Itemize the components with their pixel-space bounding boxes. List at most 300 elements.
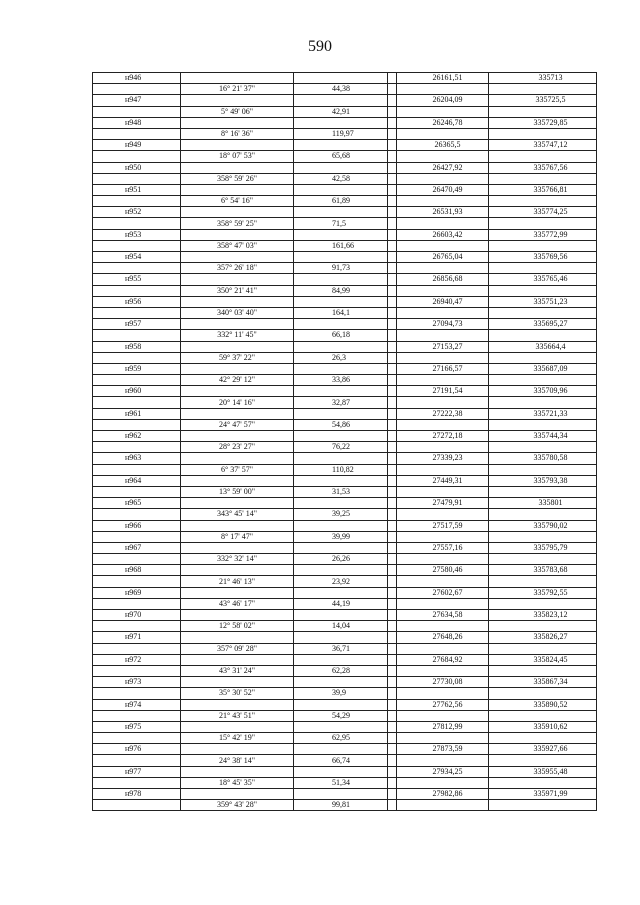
empty-cell bbox=[181, 296, 294, 307]
y-coordinate-cell: 335826,27 bbox=[489, 632, 597, 643]
y-coordinate-cell: 335774,25 bbox=[489, 207, 597, 218]
empty-cell bbox=[93, 621, 181, 632]
direction-angle-cell: 358° 47' 03" bbox=[181, 240, 294, 251]
empty-cell bbox=[93, 173, 181, 184]
empty-cell bbox=[397, 598, 489, 609]
segment-row bbox=[93, 375, 597, 386]
segment-row bbox=[93, 665, 597, 676]
direction-angle-cell: 358° 59' 25" bbox=[181, 218, 294, 229]
distance-cell: 71,5 bbox=[294, 218, 388, 229]
y-coordinate-cell: 335971,99 bbox=[489, 789, 597, 800]
empty-cell bbox=[397, 397, 489, 408]
empty-cell bbox=[397, 240, 489, 251]
empty-cell bbox=[489, 442, 597, 453]
y-coordinate-cell: 335780,58 bbox=[489, 453, 597, 464]
empty-cell bbox=[388, 128, 397, 139]
x-coordinate-cell: 27517,59 bbox=[397, 520, 489, 531]
empty-cell bbox=[294, 341, 388, 352]
direction-angle-cell: 15° 42' 19" bbox=[181, 733, 294, 744]
direction-angle-cell: 343° 45' 14" bbox=[181, 509, 294, 520]
x-coordinate-cell: 27222,38 bbox=[397, 408, 489, 419]
empty-cell bbox=[388, 431, 397, 442]
empty-cell bbox=[181, 117, 294, 128]
y-coordinate-cell: 335713 bbox=[489, 73, 597, 84]
point-name-cell: н957 bbox=[93, 319, 181, 330]
empty-cell bbox=[489, 531, 597, 542]
y-coordinate-cell: 335769,56 bbox=[489, 252, 597, 263]
point-row bbox=[93, 766, 597, 777]
empty-cell bbox=[388, 565, 397, 576]
empty-cell bbox=[294, 229, 388, 240]
empty-cell bbox=[388, 363, 397, 374]
empty-cell bbox=[294, 274, 388, 285]
segment-row bbox=[93, 643, 597, 654]
segment-row bbox=[93, 688, 597, 699]
segment-row bbox=[93, 621, 597, 632]
empty-cell bbox=[388, 375, 397, 386]
x-coordinate-cell: 27580,46 bbox=[397, 565, 489, 576]
empty-cell bbox=[388, 576, 397, 587]
empty-cell bbox=[397, 509, 489, 520]
point-name-cell: н954 bbox=[93, 252, 181, 263]
empty-cell bbox=[397, 733, 489, 744]
empty-cell bbox=[294, 363, 388, 374]
empty-cell bbox=[93, 128, 181, 139]
empty-cell bbox=[93, 330, 181, 341]
x-coordinate-cell: 27191,54 bbox=[397, 386, 489, 397]
point-name-cell: н970 bbox=[93, 610, 181, 621]
x-coordinate-cell: 26603,42 bbox=[397, 229, 489, 240]
x-coordinate-cell: 27934,25 bbox=[397, 766, 489, 777]
point-row bbox=[93, 252, 597, 263]
empty-cell bbox=[388, 184, 397, 195]
empty-cell bbox=[93, 576, 181, 587]
distance-cell: 39,9 bbox=[294, 688, 388, 699]
empty-cell bbox=[397, 643, 489, 654]
empty-cell bbox=[489, 755, 597, 766]
empty-cell bbox=[489, 196, 597, 207]
segment-row bbox=[93, 442, 597, 453]
empty-cell bbox=[181, 654, 294, 665]
segment-row bbox=[93, 285, 597, 296]
empty-cell bbox=[388, 654, 397, 665]
y-coordinate-cell: 335747,12 bbox=[489, 140, 597, 151]
segment-row bbox=[93, 330, 597, 341]
x-coordinate-cell: 27982,86 bbox=[397, 789, 489, 800]
empty-cell bbox=[388, 442, 397, 453]
empty-cell bbox=[388, 274, 397, 285]
empty-cell bbox=[181, 453, 294, 464]
direction-angle-cell: 12° 58' 02" bbox=[181, 621, 294, 632]
empty-cell bbox=[181, 252, 294, 263]
empty-cell bbox=[388, 106, 397, 117]
y-coordinate-cell: 335765,46 bbox=[489, 274, 597, 285]
point-row bbox=[93, 632, 597, 643]
direction-angle-cell: 18° 07' 53" bbox=[181, 151, 294, 162]
empty-cell bbox=[181, 341, 294, 352]
empty-cell bbox=[397, 486, 489, 497]
empty-cell bbox=[489, 598, 597, 609]
direction-angle-cell: 340° 03' 40" bbox=[181, 307, 294, 318]
empty-cell bbox=[489, 263, 597, 274]
distance-cell: 26,26 bbox=[294, 554, 388, 565]
y-coordinate-cell: 335793,38 bbox=[489, 475, 597, 486]
segment-row bbox=[93, 128, 597, 139]
segment-row bbox=[93, 755, 597, 766]
segment-row bbox=[93, 531, 597, 542]
y-coordinate-cell: 335801 bbox=[489, 498, 597, 509]
distance-cell: 99,81 bbox=[294, 800, 388, 811]
point-row bbox=[93, 610, 597, 621]
direction-angle-cell: 332° 11' 45" bbox=[181, 330, 294, 341]
distance-cell: 66,74 bbox=[294, 755, 388, 766]
y-coordinate-cell: 335927,66 bbox=[489, 744, 597, 755]
empty-cell bbox=[489, 151, 597, 162]
x-coordinate-cell: 27449,31 bbox=[397, 475, 489, 486]
empty-cell bbox=[181, 431, 294, 442]
empty-cell bbox=[388, 509, 397, 520]
point-row bbox=[93, 229, 597, 240]
empty-cell bbox=[388, 252, 397, 263]
segment-row bbox=[93, 397, 597, 408]
empty-cell bbox=[489, 419, 597, 430]
empty-cell bbox=[388, 486, 397, 497]
empty-cell bbox=[388, 542, 397, 553]
point-row bbox=[93, 431, 597, 442]
distance-cell: 39,25 bbox=[294, 509, 388, 520]
direction-angle-cell: 24° 38' 14" bbox=[181, 755, 294, 766]
x-coordinate-cell: 27094,73 bbox=[397, 319, 489, 330]
segment-row bbox=[93, 710, 597, 721]
point-row bbox=[93, 721, 597, 732]
x-coordinate-cell: 26246,78 bbox=[397, 117, 489, 128]
point-name-cell: н967 bbox=[93, 542, 181, 553]
empty-cell bbox=[397, 688, 489, 699]
empty-cell bbox=[294, 252, 388, 263]
distance-cell: 164,1 bbox=[294, 307, 388, 318]
x-coordinate-cell: 27479,91 bbox=[397, 498, 489, 509]
point-name-cell: н971 bbox=[93, 632, 181, 643]
empty-cell bbox=[489, 128, 597, 139]
segment-row bbox=[93, 419, 597, 430]
empty-cell bbox=[294, 319, 388, 330]
y-coordinate-cell: 335751,23 bbox=[489, 296, 597, 307]
x-coordinate-cell: 27873,59 bbox=[397, 744, 489, 755]
empty-cell bbox=[181, 520, 294, 531]
empty-cell bbox=[397, 263, 489, 274]
empty-cell bbox=[388, 766, 397, 777]
empty-cell bbox=[294, 475, 388, 486]
segment-row bbox=[93, 151, 597, 162]
empty-cell bbox=[397, 307, 489, 318]
direction-angle-cell: 358° 59' 26" bbox=[181, 173, 294, 184]
empty-cell bbox=[388, 307, 397, 318]
empty-cell bbox=[388, 73, 397, 84]
empty-cell bbox=[489, 106, 597, 117]
point-name-cell: н972 bbox=[93, 654, 181, 665]
y-coordinate-cell: 335709,96 bbox=[489, 386, 597, 397]
empty-cell bbox=[93, 800, 181, 811]
point-row bbox=[93, 140, 597, 151]
x-coordinate-cell: 27166,57 bbox=[397, 363, 489, 374]
empty-cell bbox=[489, 173, 597, 184]
point-row bbox=[93, 341, 597, 352]
empty-cell bbox=[388, 598, 397, 609]
empty-cell bbox=[388, 744, 397, 755]
empty-cell bbox=[397, 419, 489, 430]
y-coordinate-cell: 335824,45 bbox=[489, 654, 597, 665]
empty-cell bbox=[388, 285, 397, 296]
empty-cell bbox=[388, 531, 397, 542]
distance-cell: 14,04 bbox=[294, 621, 388, 632]
distance-cell: 51,34 bbox=[294, 777, 388, 788]
empty-cell bbox=[388, 229, 397, 240]
empty-cell bbox=[388, 386, 397, 397]
empty-cell bbox=[181, 677, 294, 688]
empty-cell bbox=[181, 386, 294, 397]
empty-cell bbox=[93, 196, 181, 207]
point-row bbox=[93, 162, 597, 173]
empty-cell bbox=[93, 755, 181, 766]
empty-cell bbox=[294, 140, 388, 151]
empty-cell bbox=[397, 330, 489, 341]
empty-cell bbox=[294, 431, 388, 442]
direction-angle-cell: 5° 49' 06" bbox=[181, 106, 294, 117]
point-name-cell: н961 bbox=[93, 408, 181, 419]
y-coordinate-cell: 335767,56 bbox=[489, 162, 597, 173]
y-coordinate-cell: 335687,09 bbox=[489, 363, 597, 374]
point-name-cell: н965 bbox=[93, 498, 181, 509]
y-coordinate-cell: 335783,68 bbox=[489, 565, 597, 576]
point-name-cell: н947 bbox=[93, 95, 181, 106]
empty-cell bbox=[397, 442, 489, 453]
empty-cell bbox=[294, 386, 388, 397]
point-row bbox=[93, 207, 597, 218]
distance-cell: 36,71 bbox=[294, 643, 388, 654]
point-name-cell: н958 bbox=[93, 341, 181, 352]
empty-cell bbox=[294, 587, 388, 598]
distance-cell: 66,18 bbox=[294, 330, 388, 341]
point-name-cell: н966 bbox=[93, 520, 181, 531]
empty-cell bbox=[181, 699, 294, 710]
empty-cell bbox=[294, 789, 388, 800]
empty-cell bbox=[294, 73, 388, 84]
empty-cell bbox=[489, 688, 597, 699]
empty-cell bbox=[397, 710, 489, 721]
point-row bbox=[93, 274, 597, 285]
y-coordinate-cell: 335772,99 bbox=[489, 229, 597, 240]
empty-cell bbox=[489, 330, 597, 341]
empty-cell bbox=[388, 677, 397, 688]
direction-angle-cell: 6° 37' 57" bbox=[181, 464, 294, 475]
empty-cell bbox=[93, 554, 181, 565]
y-coordinate-cell: 335790,02 bbox=[489, 520, 597, 531]
point-row bbox=[93, 520, 597, 531]
empty-cell bbox=[388, 721, 397, 732]
empty-cell bbox=[93, 442, 181, 453]
empty-cell bbox=[294, 117, 388, 128]
direction-angle-cell: 35° 30' 52" bbox=[181, 688, 294, 699]
x-coordinate-cell: 26765,04 bbox=[397, 252, 489, 263]
direction-angle-cell: 8° 17' 47" bbox=[181, 531, 294, 542]
point-row bbox=[93, 386, 597, 397]
empty-cell bbox=[93, 419, 181, 430]
segment-row bbox=[93, 800, 597, 811]
empty-cell bbox=[388, 498, 397, 509]
point-name-cell: н949 bbox=[93, 140, 181, 151]
empty-cell bbox=[294, 699, 388, 710]
empty-cell bbox=[93, 531, 181, 542]
empty-cell bbox=[397, 464, 489, 475]
empty-cell bbox=[294, 542, 388, 553]
empty-cell bbox=[181, 140, 294, 151]
empty-cell bbox=[489, 307, 597, 318]
distance-cell: 23,92 bbox=[294, 576, 388, 587]
distance-cell: 76,22 bbox=[294, 442, 388, 453]
empty-cell bbox=[489, 733, 597, 744]
empty-cell bbox=[397, 352, 489, 363]
empty-cell bbox=[388, 352, 397, 363]
point-name-cell: н968 bbox=[93, 565, 181, 576]
x-coordinate-cell: 27648,26 bbox=[397, 632, 489, 643]
distance-cell: 44,38 bbox=[294, 84, 388, 95]
point-name-cell: н969 bbox=[93, 587, 181, 598]
distance-cell: 62,95 bbox=[294, 733, 388, 744]
segment-row bbox=[93, 263, 597, 274]
direction-angle-cell: 357° 09' 28" bbox=[181, 643, 294, 654]
direction-angle-cell: 18° 45' 35" bbox=[181, 777, 294, 788]
empty-cell bbox=[489, 621, 597, 632]
empty-cell bbox=[388, 643, 397, 654]
point-name-cell: н950 bbox=[93, 162, 181, 173]
empty-cell bbox=[388, 688, 397, 699]
empty-cell bbox=[294, 207, 388, 218]
empty-cell bbox=[181, 184, 294, 195]
empty-cell bbox=[397, 218, 489, 229]
empty-cell bbox=[93, 643, 181, 654]
segment-row bbox=[93, 576, 597, 587]
distance-cell: 161,66 bbox=[294, 240, 388, 251]
point-name-cell: н977 bbox=[93, 766, 181, 777]
x-coordinate-cell: 27762,56 bbox=[397, 699, 489, 710]
point-name-cell: н959 bbox=[93, 363, 181, 374]
empty-cell bbox=[489, 643, 597, 654]
distance-cell: 84,99 bbox=[294, 285, 388, 296]
point-row bbox=[93, 699, 597, 710]
empty-cell bbox=[388, 710, 397, 721]
distance-cell: 65,68 bbox=[294, 151, 388, 162]
empty-cell bbox=[294, 95, 388, 106]
empty-cell bbox=[388, 733, 397, 744]
distance-cell: 54,29 bbox=[294, 710, 388, 721]
y-coordinate-cell: 335795,79 bbox=[489, 542, 597, 553]
empty-cell bbox=[397, 777, 489, 788]
empty-cell bbox=[181, 162, 294, 173]
empty-cell bbox=[397, 84, 489, 95]
empty-cell bbox=[294, 766, 388, 777]
direction-angle-cell: 357° 26' 18" bbox=[181, 263, 294, 274]
y-coordinate-cell: 335695,27 bbox=[489, 319, 597, 330]
empty-cell bbox=[388, 587, 397, 598]
point-row bbox=[93, 654, 597, 665]
point-name-cell: н963 bbox=[93, 453, 181, 464]
empty-cell bbox=[388, 475, 397, 486]
point-row bbox=[93, 789, 597, 800]
y-coordinate-cell: 335766,81 bbox=[489, 184, 597, 195]
empty-cell bbox=[388, 453, 397, 464]
empty-cell bbox=[397, 285, 489, 296]
point-row bbox=[93, 565, 597, 576]
empty-cell bbox=[294, 721, 388, 732]
empty-cell bbox=[181, 565, 294, 576]
empty-cell bbox=[489, 576, 597, 587]
empty-cell bbox=[489, 352, 597, 363]
empty-cell bbox=[388, 610, 397, 621]
empty-cell bbox=[294, 184, 388, 195]
point-row bbox=[93, 296, 597, 307]
direction-angle-cell: 21° 46' 13" bbox=[181, 576, 294, 587]
direction-angle-cell: 42° 29' 12" bbox=[181, 375, 294, 386]
y-coordinate-cell: 335792,55 bbox=[489, 587, 597, 598]
empty-cell bbox=[294, 408, 388, 419]
point-name-cell: н952 bbox=[93, 207, 181, 218]
empty-cell bbox=[181, 408, 294, 419]
empty-cell bbox=[489, 218, 597, 229]
empty-cell bbox=[388, 140, 397, 151]
direction-angle-cell: 21° 43' 51" bbox=[181, 710, 294, 721]
empty-cell bbox=[388, 263, 397, 274]
point-name-cell: н973 bbox=[93, 677, 181, 688]
empty-cell bbox=[181, 498, 294, 509]
distance-cell: 26,3 bbox=[294, 352, 388, 363]
point-row bbox=[93, 475, 597, 486]
empty-cell bbox=[489, 665, 597, 676]
empty-cell bbox=[93, 733, 181, 744]
empty-cell bbox=[388, 162, 397, 173]
empty-cell bbox=[388, 397, 397, 408]
direction-angle-cell: 43° 46' 17" bbox=[181, 598, 294, 609]
empty-cell bbox=[388, 621, 397, 632]
empty-cell bbox=[397, 576, 489, 587]
point-name-cell: н955 bbox=[93, 274, 181, 285]
page-number: 590 bbox=[308, 38, 332, 55]
segment-row bbox=[93, 106, 597, 117]
point-row bbox=[93, 319, 597, 330]
empty-cell bbox=[181, 721, 294, 732]
distance-cell: 42,91 bbox=[294, 106, 388, 117]
segment-row bbox=[93, 196, 597, 207]
point-name-cell: н975 bbox=[93, 721, 181, 732]
empty-cell bbox=[181, 363, 294, 374]
empty-cell bbox=[93, 218, 181, 229]
empty-cell bbox=[388, 419, 397, 430]
empty-cell bbox=[388, 699, 397, 710]
segment-row bbox=[93, 307, 597, 318]
empty-cell bbox=[489, 777, 597, 788]
empty-cell bbox=[397, 375, 489, 386]
empty-cell bbox=[93, 307, 181, 318]
empty-cell bbox=[93, 151, 181, 162]
distance-cell: 119,97 bbox=[294, 128, 388, 139]
distance-cell: 32,87 bbox=[294, 397, 388, 408]
empty-cell bbox=[388, 196, 397, 207]
y-coordinate-cell: 335823,12 bbox=[489, 610, 597, 621]
distance-cell: 62,28 bbox=[294, 665, 388, 676]
empty-cell bbox=[181, 632, 294, 643]
point-row bbox=[93, 677, 597, 688]
y-coordinate-cell: 335955,48 bbox=[489, 766, 597, 777]
point-row bbox=[93, 453, 597, 464]
